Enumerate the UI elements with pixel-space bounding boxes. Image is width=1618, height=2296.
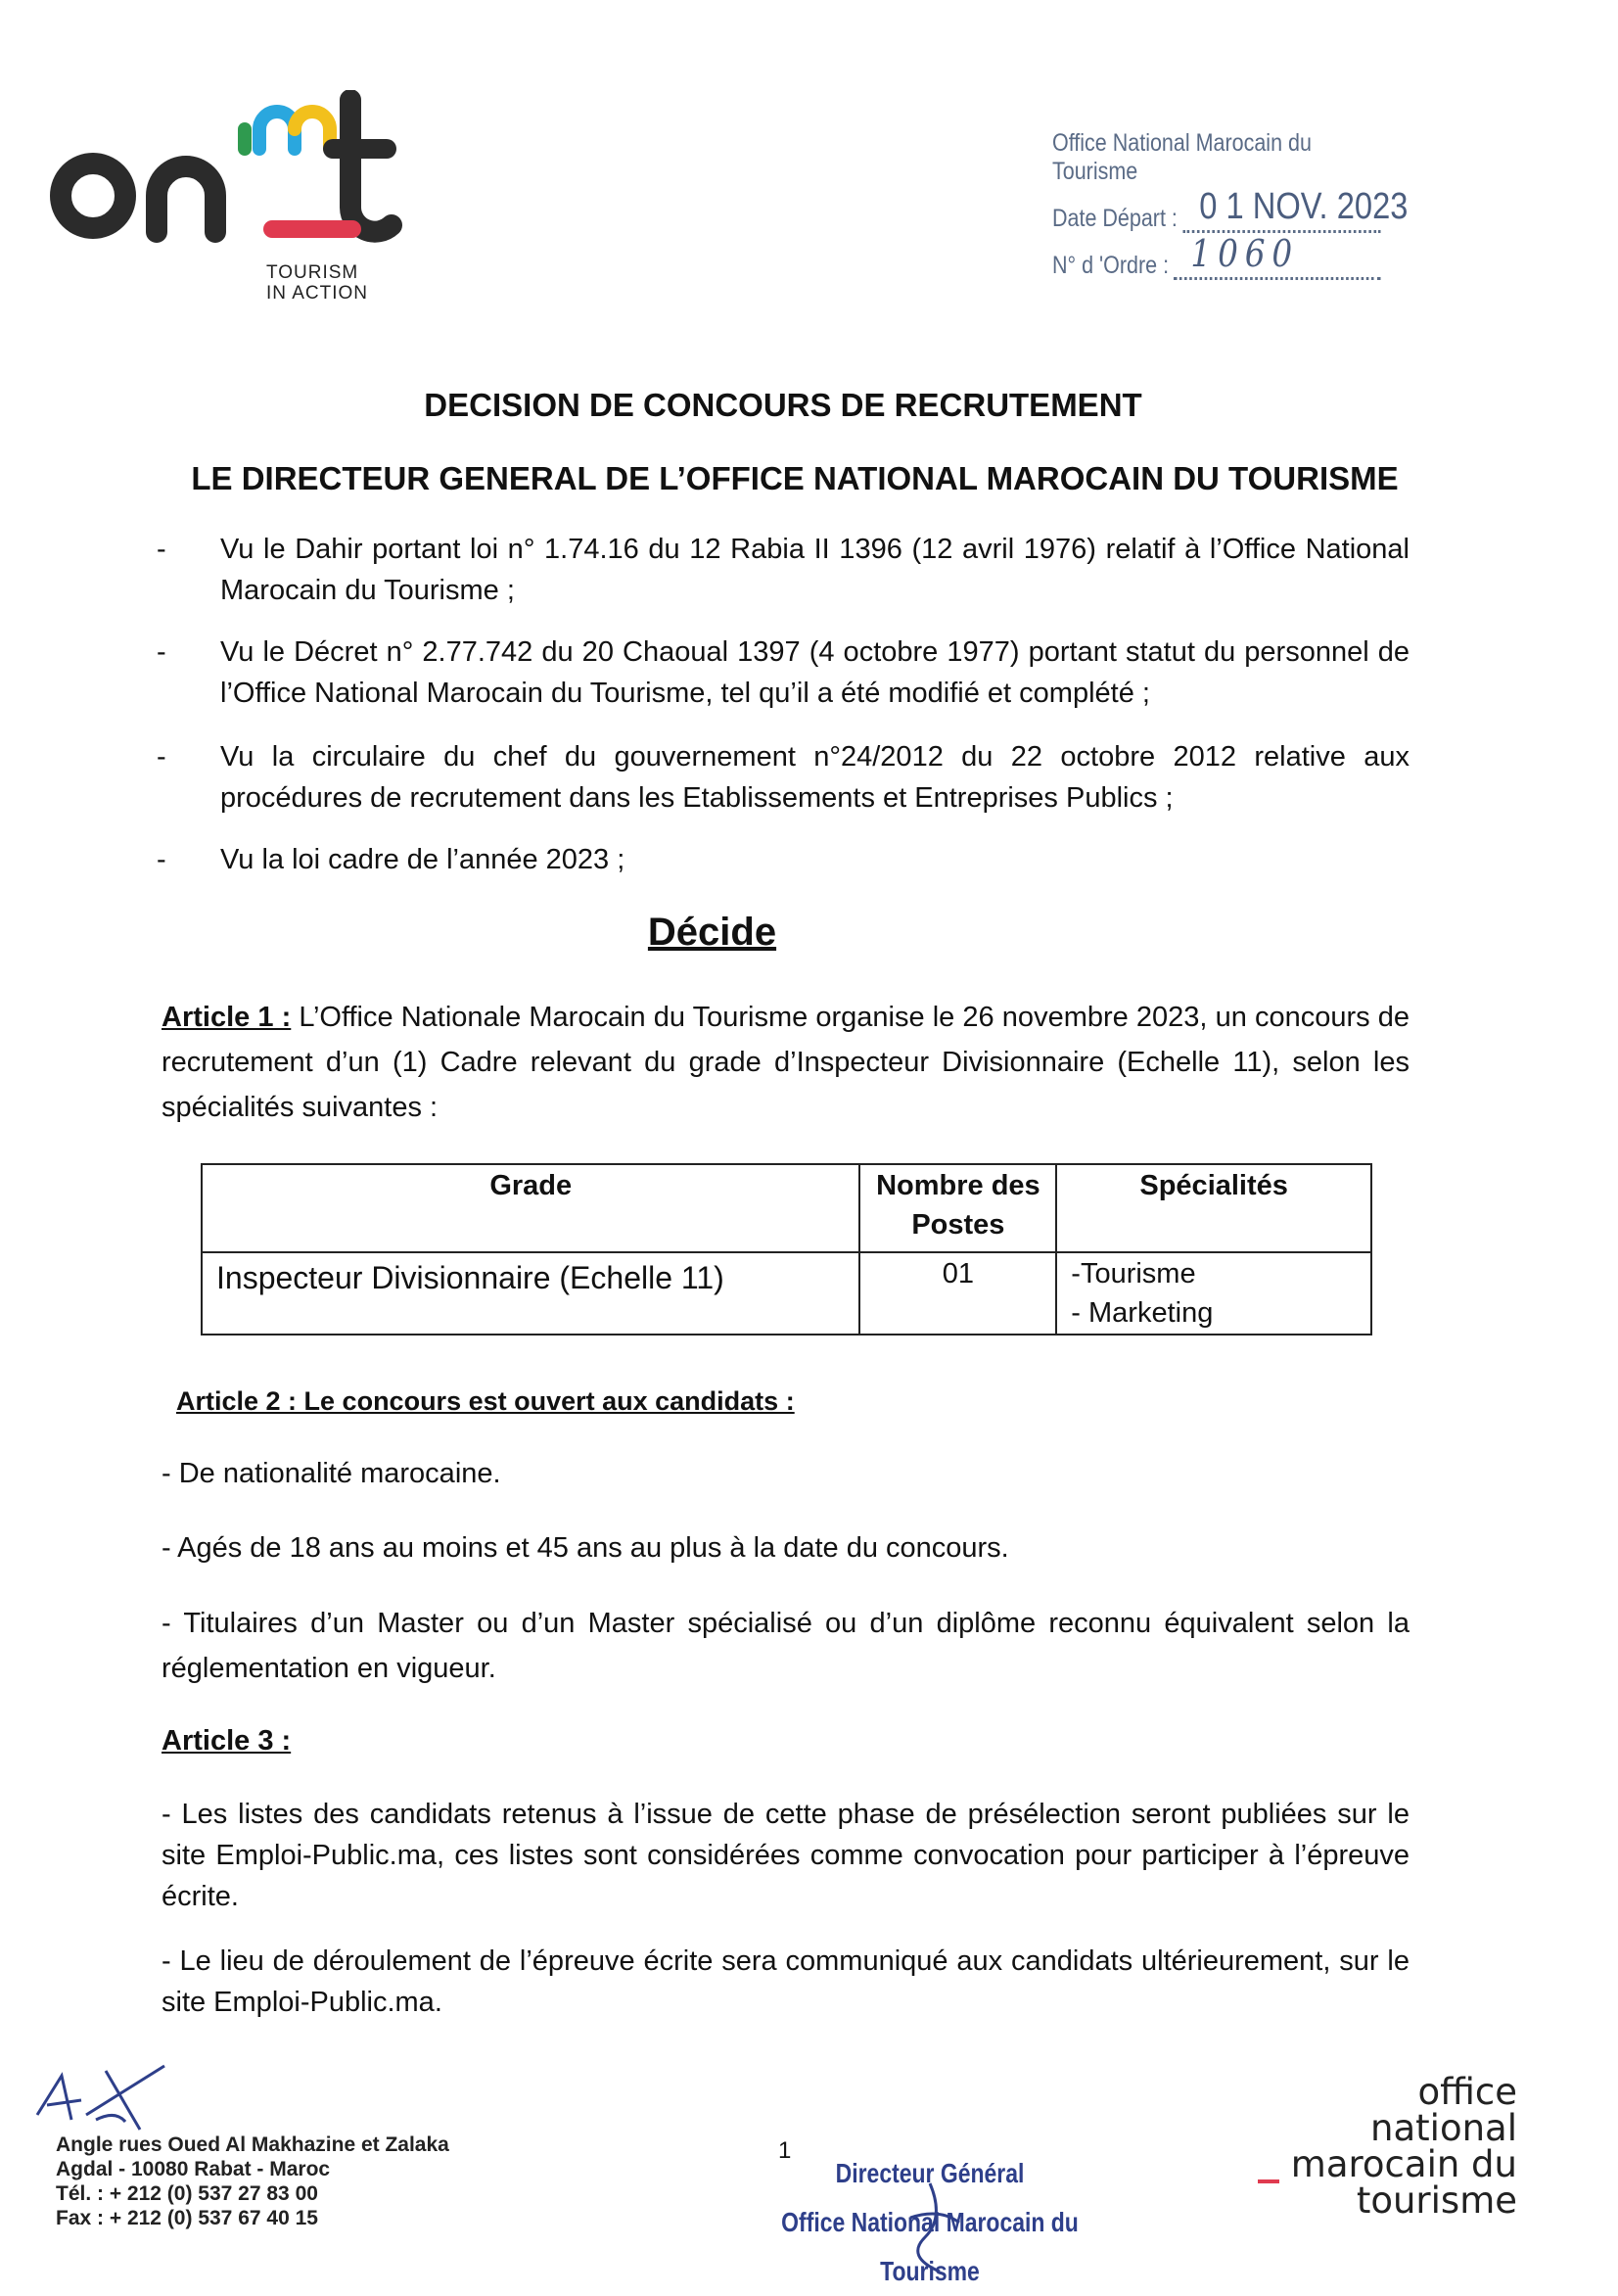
table-header-grade: Grade xyxy=(202,1164,859,1252)
stamp-date-value: 0 1 NOV. 2023 xyxy=(1199,186,1409,227)
stamp-order-value: 1060 xyxy=(1190,232,1300,275)
director-stamp: Directeur Général Office National Marocain du Tourisme xyxy=(781,2158,1079,2286)
consideration-item: - Vu la loi cadre de l’année 2023 ; xyxy=(157,844,625,875)
positions-table xyxy=(201,1163,1372,1335)
list-item: - Titulaires d’un Master ou d’un Master spécialisé ou d’un diplôme reconnu équivalent selon la réglementation en vigueur. xyxy=(162,1608,1410,1684)
article-3-heading: Article 3 : xyxy=(162,1725,292,1757)
footer-address: Angle rues Oued Al Makhazine et Zalaka Agdal - 10080 Rabat - Maroc Tél. : + 212 (0) 537 27 83 00 Fax : + 212 (0) 537 67 40 15 xyxy=(56,2133,449,2229)
decide-heading: Décide xyxy=(647,911,777,954)
stamp-order-row: N° d 'Ordre : 1060 xyxy=(1052,233,1380,280)
list-item: - De nationalité marocaine. xyxy=(162,1458,501,1489)
cell-grade: Inspecteur Divisionnaire (Echelle 11) xyxy=(202,1252,859,1335)
brand-accent-bar xyxy=(1258,2179,1279,2183)
page-subtitle: LE DIRECTEUR GENERAL DE L’OFFICE NATIONAL MAROCAIN DU TOURISME xyxy=(191,460,1399,496)
table-row xyxy=(202,1252,1371,1335)
article-2-heading: Article 2 : Le concours est ouvert aux candidats : xyxy=(176,1386,795,1416)
stamp-date-row: Date Départ : 0 1 NOV. 2023 xyxy=(1052,186,1409,232)
stamp-office: Office National Marocain du Tourisme xyxy=(1052,129,1312,185)
article-1: Article 1 : L’Office Nationale Marocain du Tourisme organise le 26 novembre 2023, un concours de recrutement d’un (1) Cadre relevant du grade d’Inspecteur Divisionnaire (Echelle 11), selon les spécialités suivantes : xyxy=(162,1002,1410,1123)
cell-specialites: -Tourisme - Marketing xyxy=(1056,1252,1371,1335)
page-title: DECISION DE CONCOURS DE RECRUTEMENT xyxy=(424,387,1142,423)
onmt-logo xyxy=(39,90,480,257)
table-header-postes: Nombre des Postes xyxy=(859,1164,1056,1252)
cell-postes: 01 xyxy=(859,1252,1056,1335)
reception-stamp xyxy=(1052,129,1434,280)
list-item: - Les listes des candidats retenus à l’issue de cette phase de présélection seront publiées sur le site Emploi-Public.ma, ces listes sont considérées comme convocation pour participer à l’épreuve écrite. xyxy=(162,1799,1410,1912)
list-item: - Agés de 18 ans au moins et 45 ans au plus à la date du concours. xyxy=(162,1532,1009,1564)
director-signature xyxy=(871,2179,989,2276)
initials-signature xyxy=(27,2061,184,2139)
table-header-specialites: Spécialités xyxy=(1056,1164,1371,1252)
logo-tagline: TOURISM IN ACTION xyxy=(266,262,369,304)
consideration-item: - Vu le Dahir portant loi n° 1.74.16 du 12 Rabia II 1396 (12 avril 1976) relatif à l’Office National Marocain du Tourisme ; xyxy=(157,534,1410,606)
list-item: - Le lieu de déroulement de l’épreuve écrite sera communiqué aux candidats ultérieurement, sur le site Emploi-Public.ma. xyxy=(162,1945,1410,2018)
consideration-item: - Vu le Décret n° 2.77.742 du 20 Chaoual 1397 (4 octobre 1977) portant statut du personnel de l’Office National Marocain du Tourisme, tel qu’il a été modifié et complété ; xyxy=(157,636,1410,709)
page-number: 1 xyxy=(778,2137,792,2164)
onmt-brand-footer: office national marocain du tourisme xyxy=(1290,2071,1517,2222)
consideration-item: - Vu la circulaire du chef du gouvernement n°24/2012 du 22 octobre 2012 relative aux procédures de recrutement dans les Etablissements et Entreprises Publics ; xyxy=(157,741,1410,814)
